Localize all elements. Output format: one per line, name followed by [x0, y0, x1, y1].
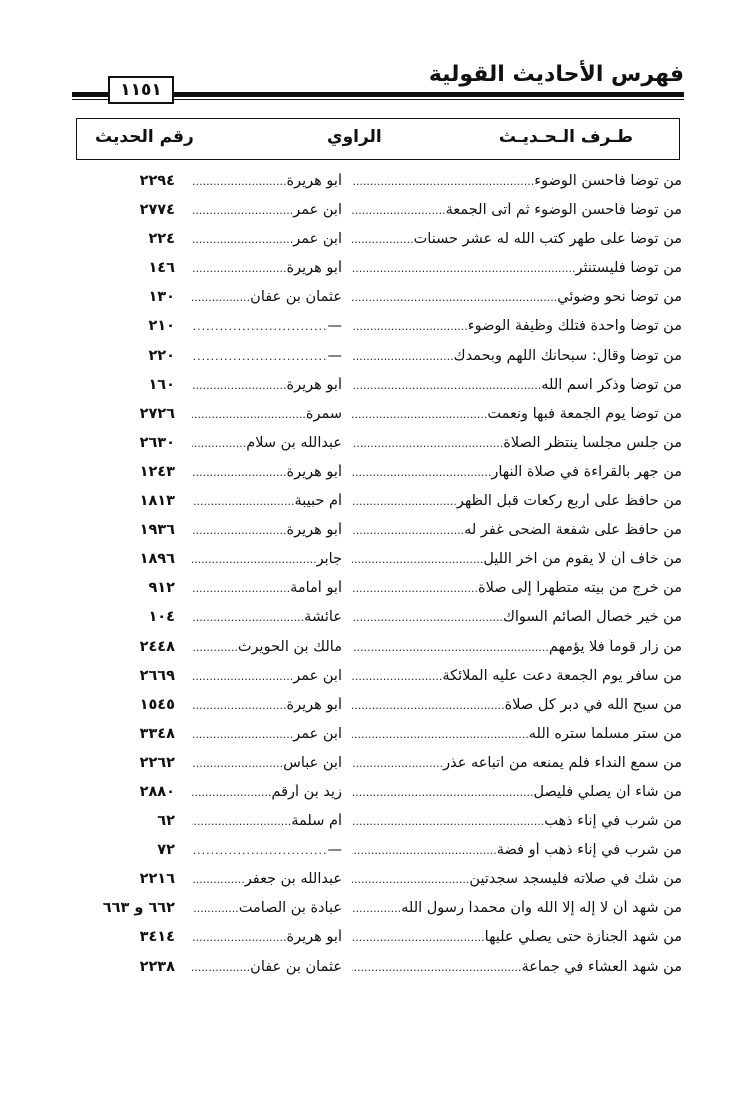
narrator-name: جابر ..... [192, 551, 342, 567]
narrator-name: أبو هريرة ..... [192, 929, 342, 945]
index-row [0, 895, 750, 924]
index-row [0, 372, 750, 401]
index-row [0, 430, 750, 459]
index-row [0, 313, 750, 342]
index-row [0, 779, 750, 808]
hadith-number: ١٨١٣ [139, 493, 175, 510]
hadith-text: من جلس مجلساً ينتظر الصلاة ..... [352, 435, 682, 451]
column-header [76, 118, 680, 160]
narrator-name: أبو هريرة ..... [192, 464, 342, 480]
index-row [0, 546, 750, 575]
hadith-number: ٢٦٣٠ [139, 434, 175, 451]
narrator-name: عثمان بن عفان ..... [192, 289, 342, 305]
narrator-name: عائشة ..... [192, 609, 342, 625]
narrator-name: أبو هريرة ..... [192, 522, 342, 538]
hadith-number: ٢٢٣٨ [139, 958, 175, 975]
hadith-text: من توضأ نحو وضوئي ..... [352, 289, 682, 305]
narrator-name: مالك بن الحويرث ..... [192, 639, 342, 655]
hadith-number: ١٤٦ [148, 260, 175, 277]
hadith-text: من توضأ وذكر اسم الله ..... [352, 377, 682, 393]
narrator-name: عبدالله بن سلام ..... [192, 435, 342, 451]
hadith-number: ١٥٤٥ [139, 696, 175, 713]
hadith-text: من توضأ فأحسن الوضوء ..... [352, 173, 682, 189]
hadith-number: ٩١٢ [148, 580, 175, 597]
hadith-number: ٢١٠ [148, 318, 175, 335]
hadith-number: ١٢٤٣ [139, 463, 175, 480]
hadith-text: من توضأ فأحسن الوضوء ثم أتى الجمعة ..... [352, 202, 682, 218]
index-row [0, 197, 750, 226]
index-row [0, 343, 750, 372]
index-list [0, 168, 750, 983]
narrator-name: ابن عباس ..... [192, 755, 342, 771]
index-row [0, 488, 750, 517]
index-row [0, 575, 750, 604]
index-row [0, 459, 750, 488]
hadith-text: من زار قوماً فلا يؤمهم ..... [352, 639, 682, 655]
narrator-name: عبادة بن الصامت ..... [192, 900, 342, 916]
narrator-name: عثمان بن عفان ..... [192, 959, 342, 975]
hadith-text: من سبح الله في دبر كل صلاة ..... [352, 697, 682, 713]
column-hadith: طـرف الـحـديـث [498, 127, 633, 147]
index-row [0, 692, 750, 721]
hadith-number: ١٨٩٦ [139, 551, 175, 568]
hadith-text: من خرج من بيته متطهراً إلى صلاة ..... [352, 580, 682, 596]
narrator-name: عبدالله بن جعفر ..... [192, 871, 342, 887]
narrator-name: ابن عمر ..... [192, 202, 342, 218]
hadith-text: من توضأ فليستنثر ..... [352, 260, 682, 276]
hadith-text: من حافظ على أربع ركعات قبل الظهر ..... [352, 493, 682, 509]
index-row [0, 924, 750, 953]
narrator-name: ابن عمر ..... [192, 668, 342, 684]
index-row [0, 401, 750, 430]
hadith-number: ٣٤١٤ [139, 929, 175, 946]
narrator-name: أبو هريرة ..... [192, 697, 342, 713]
index-row [0, 226, 750, 255]
index-row [0, 808, 750, 837]
hadith-text: من سمع النداء فلم يمنعه من اتباعه عذر ..... [352, 755, 682, 771]
hadith-text: من شك في صلاته فليسجد سجدتين ..... [352, 871, 682, 887]
narrator-name: — ..... [192, 348, 342, 364]
index-row [0, 750, 750, 779]
index-row [0, 663, 750, 692]
index-row [0, 954, 750, 983]
narrator-name: — ..... [192, 842, 342, 858]
narrator-name: أم سلمة ..... [192, 813, 342, 829]
narrator-name: — ..... [192, 318, 342, 334]
hadith-text: من شرب في إناء ذهب ..... [352, 813, 682, 829]
hadith-text: من شهد العشاء في جماعة ..... [352, 959, 682, 975]
narrator-name: ابن عمر ..... [192, 231, 342, 247]
index-row [0, 517, 750, 546]
page-title: فهرس الأحاديث القولية [428, 62, 684, 87]
hadith-text: من خاف أن لا يقوم من آخر الليل ..... [352, 551, 682, 567]
hadith-number: ١٦٠ [148, 376, 175, 393]
narrator-name: ابن عمر ..... [192, 726, 342, 742]
index-row [0, 721, 750, 750]
hadith-number: ٢٢٤ [148, 231, 175, 248]
narrator-name: أم حبيبة ..... [192, 493, 342, 509]
hadith-text: من خير خصال الصائم السواك ..... [352, 609, 682, 625]
hadith-text: من توضأ على طهر كتب الله له عشر حسنات ..... [352, 231, 682, 247]
hadith-text: من ستر مسلماً ستره الله ..... [352, 726, 682, 742]
hadith-number: ٢٨٨٠ [139, 783, 175, 800]
hadith-number: ٢٧٢٦ [139, 405, 175, 422]
page-header [72, 60, 684, 104]
index-row [0, 866, 750, 895]
index-row [0, 168, 750, 197]
column-number: رقم الحديث [95, 127, 194, 147]
hadith-number: ١٠٤ [148, 609, 175, 626]
hadith-text: من شهد الجنازة حتى يصلي عليها ..... [352, 929, 682, 945]
hadith-text: من شاء أن يصلي فليصل ..... [352, 784, 682, 800]
narrator-name: زيد بن أرقم ..... [192, 784, 342, 800]
hadith-text: من جهر بالقراءة في صلاة النهار ..... [352, 464, 682, 480]
narrator-name: أبو هريرة ..... [192, 173, 342, 189]
hadith-number: ٦٦٢ و ٦٦٣ [102, 900, 175, 917]
hadith-number: ١٣٠ [148, 289, 175, 306]
hadith-text: من شرب في إناء ذهب أو فضة ..... [352, 842, 682, 858]
hadith-number: ٢٦٦٩ [139, 667, 175, 684]
hadith-number: ٢٢٩٤ [139, 173, 175, 189]
hadith-number: ١٩٣٦ [139, 522, 175, 539]
narrator-name: سمرة ..... [192, 406, 342, 422]
index-row [0, 837, 750, 866]
hadith-text: من شهد أن لا إله إلا الله وأن محمداً رسول الله ..... [352, 900, 682, 916]
hadith-text: من توضأ واحدة فتلك وظيفة الوضوء ..... [352, 318, 682, 334]
hadith-number: ٦٢ [157, 813, 175, 830]
column-narrator: الراوي [327, 127, 382, 147]
hadith-text: من توضأ يوم الجمعة فبها ونعمت ..... [352, 406, 682, 422]
hadith-number: ٢٧٧٤ [139, 202, 175, 219]
index-row [0, 255, 750, 284]
narrator-name: أبو أمامة ..... [192, 580, 342, 596]
narrator-name: أبو هريرة ..... [192, 377, 342, 393]
narrator-name: أبو هريرة ..... [192, 260, 342, 276]
index-row [0, 634, 750, 663]
hadith-number: ٣٣٤٨ [139, 725, 175, 742]
hadith-text: من حافظ على شفعة الضحى غفر له ..... [352, 522, 682, 538]
hadith-number: ٢٢٦٢ [139, 754, 175, 771]
hadith-text: من توضأ وقال: سبحانك اللهم وبحمدك ..... [352, 348, 682, 364]
hadith-number: ٢٢٠ [148, 347, 175, 364]
hadith-number: ٢٢١٦ [139, 871, 175, 888]
hadith-text: من سافر يوم الجمعة دعت عليه الملائكة ..... [352, 668, 682, 684]
hadith-number: ٢٤٤٨ [139, 638, 175, 655]
index-row [0, 604, 750, 633]
hadith-number: ٧٢ [157, 842, 175, 859]
index-row [0, 284, 750, 313]
page-number: ١١٥١ [108, 76, 174, 104]
